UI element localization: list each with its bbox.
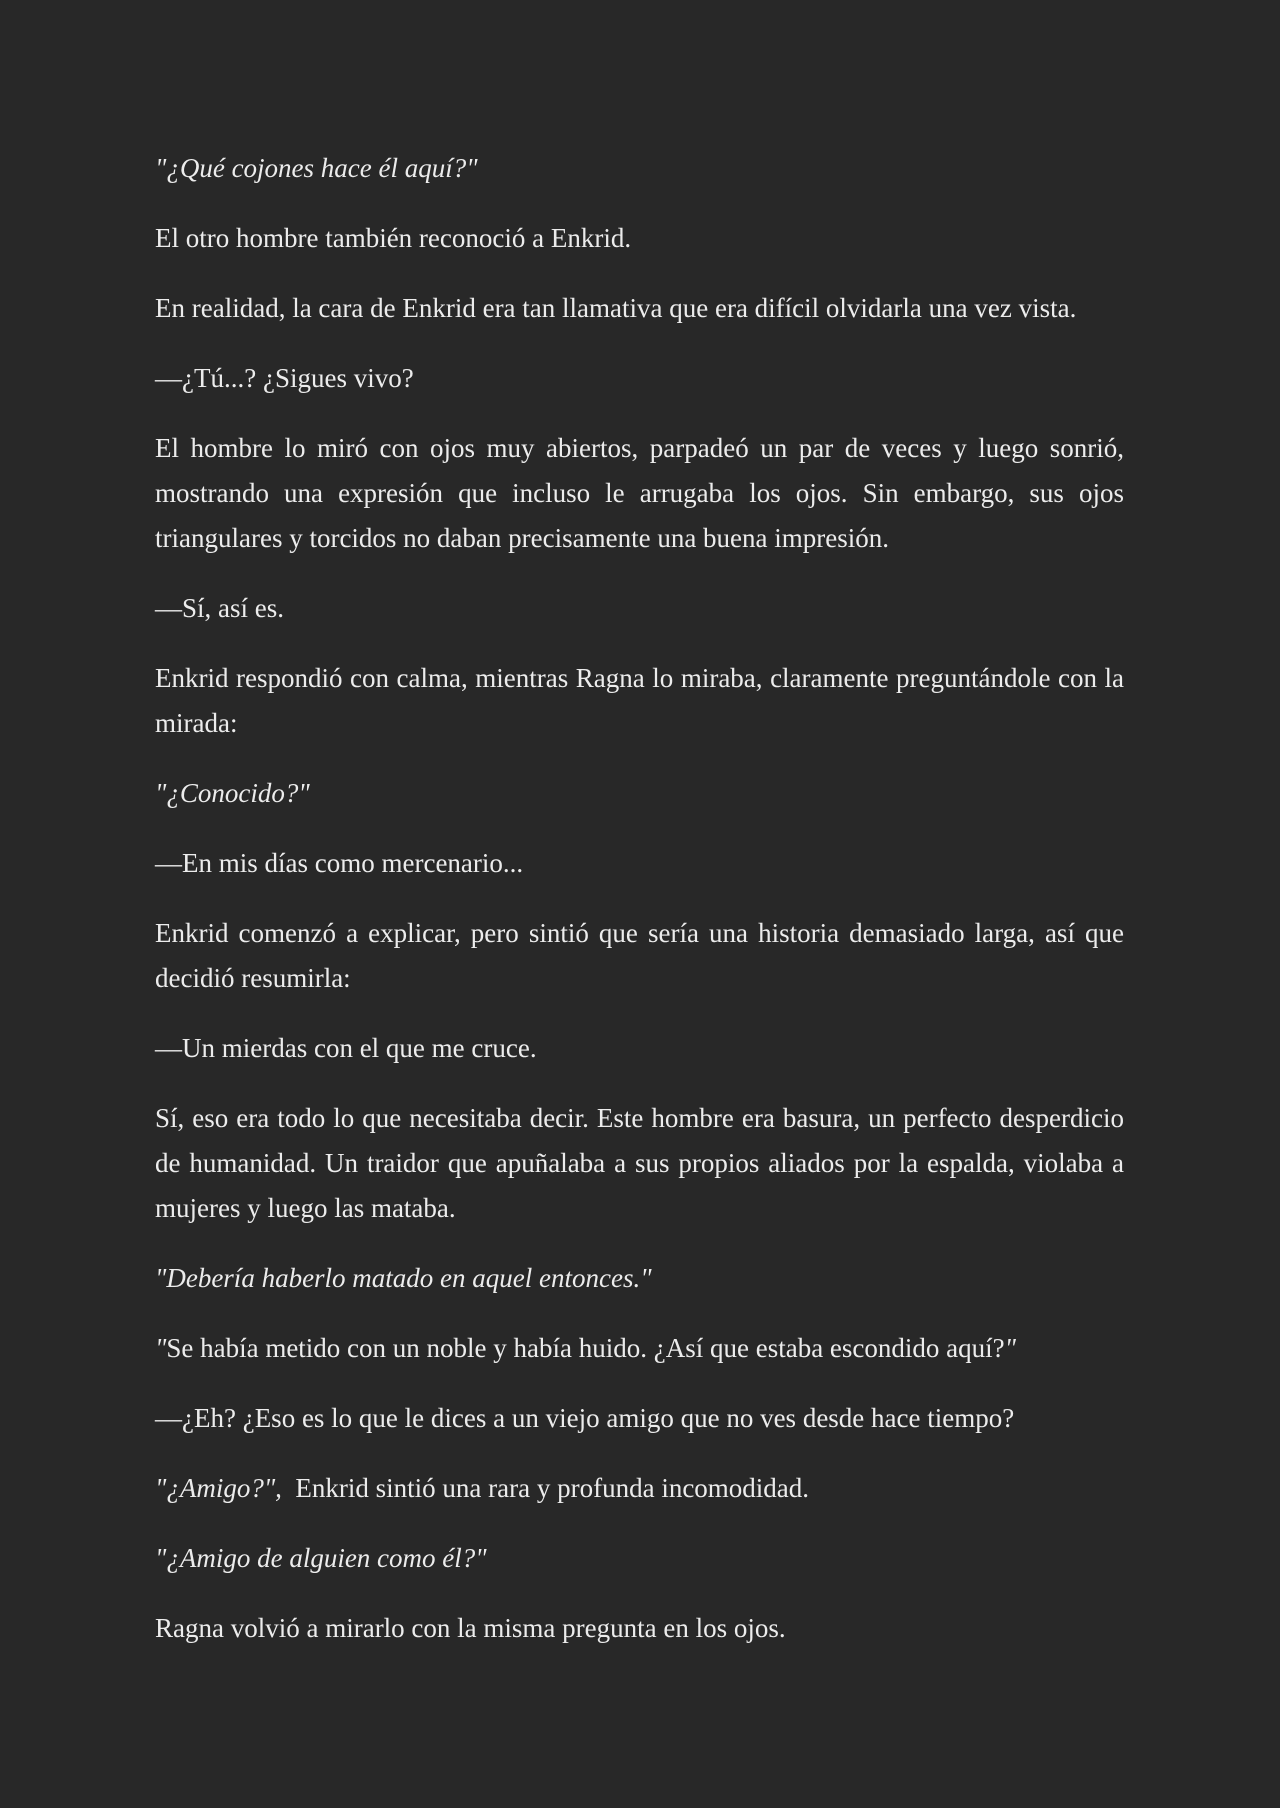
paragraph-thought [155,771,1124,816]
paragraph: Sí, eso era todo lo que necesitaba decir. Este hombre era basura, un perfecto desperdicio de humanidad. Un traidor que apuñalaba a sus propios aliados por la espalda, violaba a mujeres y luego las mataba. [155,1103,1124,1223]
italic-text: "¿Conocido?" [155,778,310,808]
paragraph: Ragna volvió a mirarlo con la misma pregunta en los ojos. [155,1613,786,1643]
paragraph-dialogue: —¿Tú...? ¿Sigues vivo? [155,363,414,393]
chapter-text [155,146,1124,1676]
paragraph-thought [155,1536,1124,1581]
paragraph-dialogue: —En mis días como mercenario... [155,848,524,878]
paragraph: Enkrid comenzó a explicar, pero sintió que sería una historia demasiado larga, así que decidió resumirla: [155,918,1124,993]
paragraph: En realidad, la cara de Enkrid era tan llamativa que era difícil olvidarla una vez vista. [155,293,1077,323]
italic-text: " [155,1333,167,1363]
paragraph-thought [155,146,1124,191]
paragraph: El otro hombre también reconoció a Enkrid. [155,223,632,253]
italic-text: "¿Amigo de alguien como él?" [155,1543,487,1573]
paragraph-dialogue: —Sí, así es. [155,593,285,623]
normal-text: Enkrid sintió una rara y profunda incomodidad. [281,1473,810,1503]
italic-text: "Debería haberlo matado en aquel entonces." [155,1263,652,1293]
paragraph-mixed [155,1466,1124,1511]
paragraph-dialogue: —¿Eh? ¿Eso es lo que le dices a un viejo amigo que no ves desde hace tiempo? [155,1403,1015,1433]
paragraph: Enkrid respondió con calma, mientras Ragna lo miraba, claramente preguntándole con la mirada: [155,663,1124,738]
normal-text: Se había metido con un noble y había huido. ¿Así que estaba escondido aquí? [166,1333,1005,1363]
paragraph: El hombre lo miró con ojos muy abiertos, parpadeó un par de veces y luego sonrió, mostrando una expresión que incluso le arrugaba los ojos. Sin embargo, sus ojos triangulares y torcidos no daban precisamente una buena impresión. [155,433,1124,553]
italic-text: "¿Qué cojones hace él aquí?" [155,153,478,183]
italic-text: "¿Amigo?", [155,1473,282,1503]
paragraph-mixed [155,1326,1124,1371]
italic-text: " [1004,1333,1016,1363]
paragraph-dialogue: —Un mierdas con el que me cruce. [155,1033,537,1063]
paragraph-thought [155,1256,1124,1301]
